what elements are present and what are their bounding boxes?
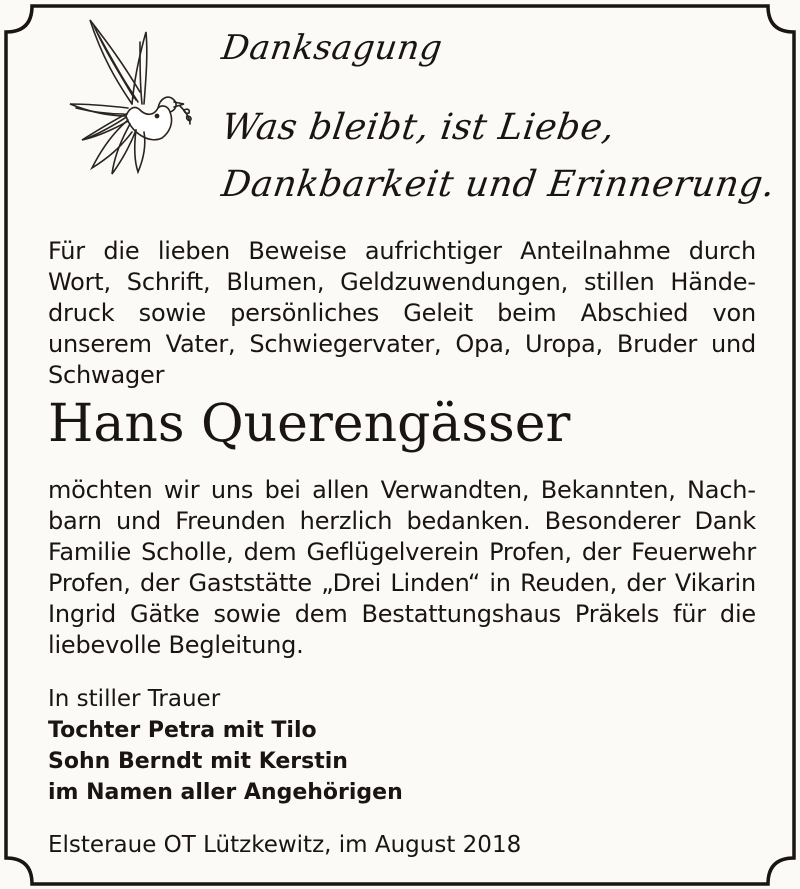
mourner-line: im Namen aller Angehörigen bbox=[48, 780, 403, 805]
mourner-line: Sohn Berndt mit Kerstin bbox=[48, 749, 348, 774]
quote-line-1: Was bleibt, ist Liebe, bbox=[219, 107, 618, 148]
quote-line-2: Dankbarkeit und Erinnerung. bbox=[219, 164, 778, 205]
intro-paragraph: Für die lieben Beweise aufrichtiger Anteilnahme durch Wort, Schrift, Blumen, Geldzuwendungen, stillen Händedruck sowie persönliches Geleit beim Abschied von unserem Vater, Schwiegervater, Opa, Uropa, Bruder und Schwager bbox=[48, 237, 756, 389]
heading-danksagung: Danksagung bbox=[219, 28, 445, 68]
mourner-line: Tochter Petra mit Tilo bbox=[48, 718, 317, 743]
mourning-lead: In stiller Trauer bbox=[48, 686, 221, 712]
signature-block bbox=[48, 684, 403, 808]
place-and-date: Elsteraue OT Lützkewitz, im August 2018 bbox=[48, 832, 522, 858]
dove-icon bbox=[62, 12, 192, 177]
deceased-name: Hans Querengässer bbox=[48, 394, 571, 454]
thanks-paragraph: möchten wir uns bei allen Verwandten, Bekannten, Nachbarn und Freunden herzlich bedanken. Besonderer Dank Familie Scholle, dem Geflügelverein Profen, der Feuerwehr Profen, der Gaststätte „Drei Linden“ in Reuden, der Vikarin Ingrid Gätke sowie dem Bestattungshaus Präkels für die liebevolle Begleitung. bbox=[48, 476, 756, 659]
